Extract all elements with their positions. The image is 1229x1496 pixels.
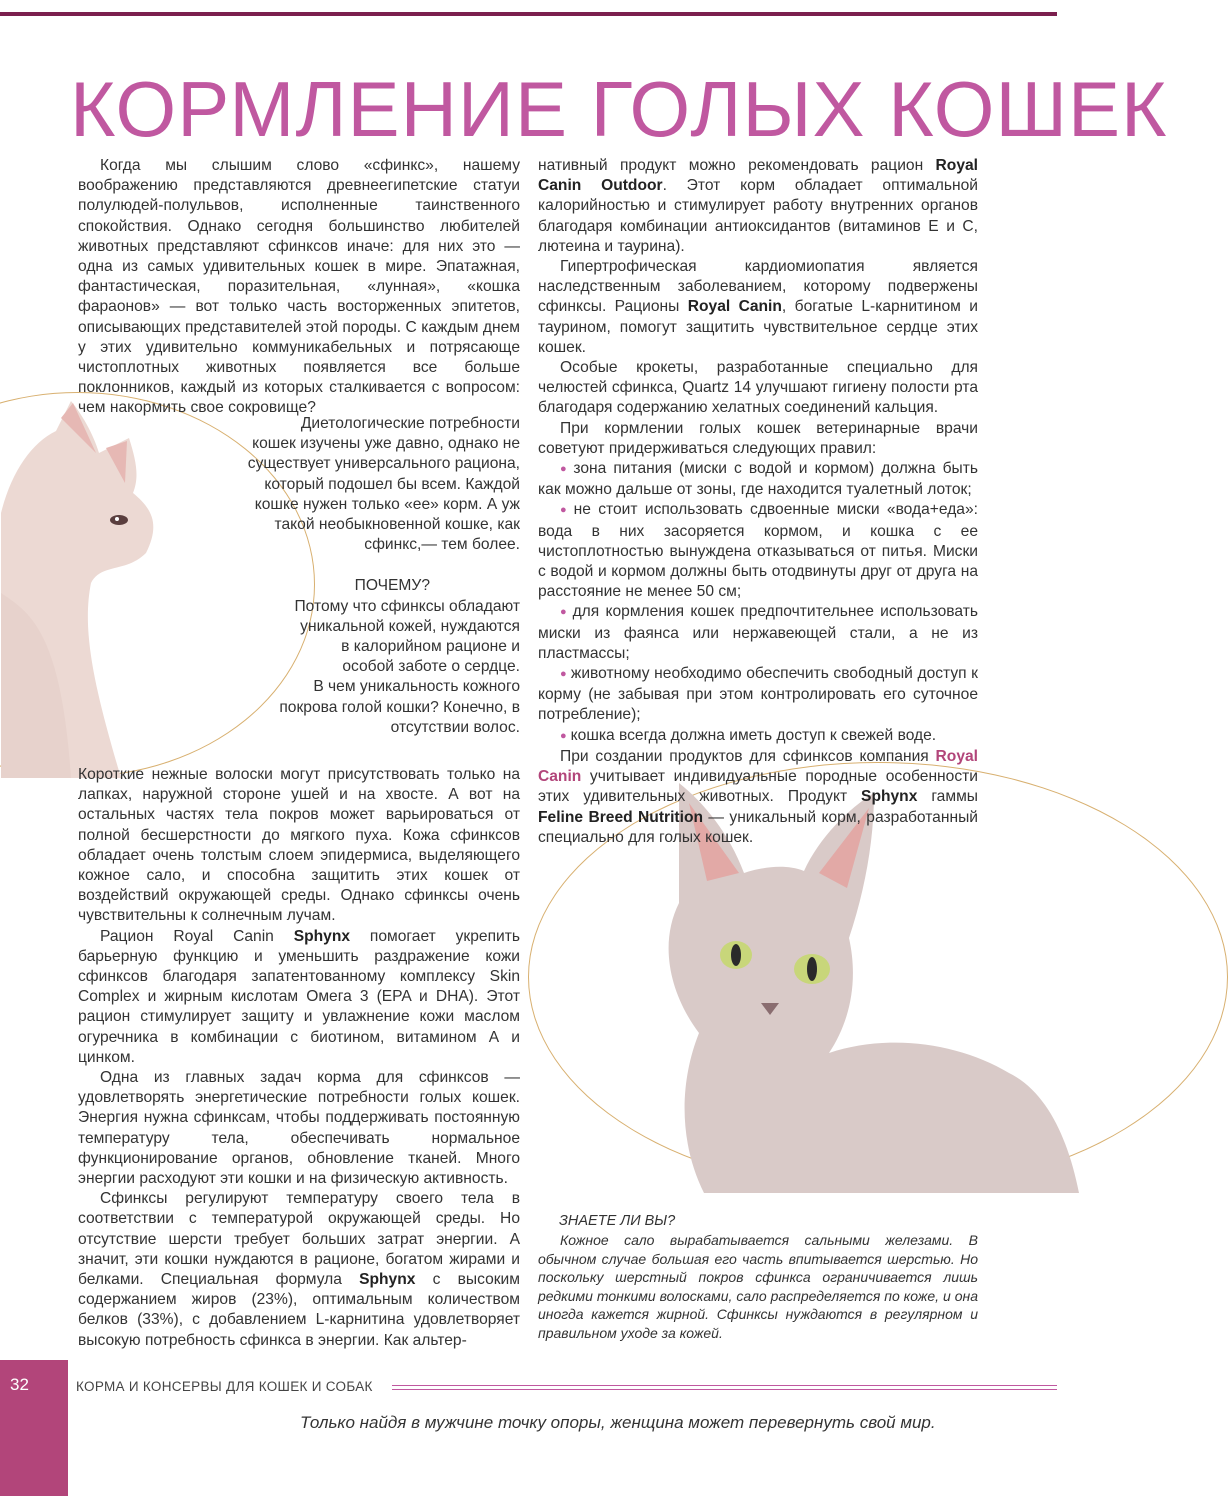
text-fragment: Гипертрофическая кардиомиопатия является наследственным заболеванием, которому подвержены сфинксы. Рационы — [538, 258, 978, 316]
text-fragment: нативный продукт можно рекомендовать рацион — [538, 157, 936, 174]
did-you-know-title: ЗНАЕТЕ ЛИ ВЫ? — [559, 1213, 676, 1229]
page-number: 32 — [10, 1375, 29, 1394]
brand-royal-canin: Royal Canin — [538, 747, 978, 786]
text-fragment: с высоким содержанием жиров (23%), оптимальным количеством белков (33%), с добавлением L-карнитина удовлетворяет высокую потребность сфинкса в энергии. Как альтер- — [78, 1271, 520, 1349]
rule-item: ● кошка всегда должна иметь доступ к свежей воде. — [538, 726, 978, 747]
text-fragment: Сфинксы регулируют температуру своего тела в соответствии с температурой окружающей среды. Но отсутствие шерсти требует больших затрат энергии. А значит, эти кошки нуждаются в рационе, богатом жирами и белками. Специальная формула — [78, 1190, 520, 1289]
text-fragment: Рацион Royal Canin — [100, 927, 294, 945]
left-column-main — [78, 733, 520, 1351]
footer-quote: Только найдя в мужчине точку опоры, женщина может перевернуть свой мир. — [300, 1413, 936, 1432]
brand-royal-canin: Royal Canin — [687, 298, 782, 316]
brand-feline-breed-nutrition: Feline Breed Nutrition — [538, 808, 704, 826]
brand-sphynx: Sphynx — [861, 788, 918, 806]
top-rule — [0, 12, 1057, 16]
text-fragment: При создании продуктов для сфинксов компания — [560, 747, 936, 765]
temperature-paragraph — [78, 1189, 520, 1351]
text-fragment: — уникальный корм, разработанный специально для голых кошек. — [538, 808, 978, 846]
skin-paragraph: Короткие нежные волоски могут присутствовать только на лапках, наружной стороне ушей и на хвосте. А вот на остальных частях тела покров может варьироваться от полной бесшерстности до мягкого пуха. Кожа сфинксов обладает очень толстым слоем эпидермиса, выделяющего кожное сало, и способна защитить этих кошек от воздействий окружающей среды. Однако сфинксы очень чувствительны к солнечным лучам. — [78, 766, 520, 925]
rule-item: ● животному необходимо обеспечить свободный доступ к корму (не забывая при этом контролировать его суточное потребление); — [538, 664, 978, 726]
brand-sphynx: Sphynx — [293, 927, 351, 945]
product-paragraph — [538, 747, 978, 848]
sphynx-diet-paragraph — [78, 927, 520, 1068]
text-fragment: , богатые L-карнитином и таурином, помогут защитить чувствительное сердце этих кошек. — [538, 298, 978, 356]
left-column-wrap — [232, 414, 520, 738]
right-column — [538, 156, 978, 848]
outdoor-paragraph — [538, 156, 978, 257]
rule-item: ● зона питания (миски с водой и кормом) должна быть как можно дальше от зоны, где находится туалетный лоток; — [538, 459, 978, 500]
dietary-paragraph: Диетологические потребности кошек изучены уже давно, однако не существует универсального рациона, который подошел бы всем. Каждой кошке нужен только «ее» корм. А уж такой необыкновенной кошке, как сфинкс,— тем более. — [247, 415, 520, 554]
energy-paragraph: Одна из главных задач корма для сфинксов — удовлетворять энергетические потребности голых кошек. Энергия нужна сфинксам, чтобы поддерживать постоянную температуру тела, обеспечивать нормальное функционирование органов, обновление тканей. Много энергии расходуют эти кошки и на физическую активность. — [78, 1069, 520, 1188]
kibble-paragraph: Особые крокеты, разработанные специально для челюстей сфинкса, Quartz 14 улучшают гигиену полости рта благодаря содержанию хелатных соединений кальция. — [538, 359, 978, 417]
skin-question-paragraph: В чем уникальность кожного покрова голой кошки? Конечно, в отсутствии волос. — [279, 678, 520, 736]
text-fragment: помогает укрепить барьерную функцию и уменьшить раздражение кожи сфинксов благодаря запатентованному комплексу Skin Complex и жирным кислотам Омега 3 (EPA и DHA). Этот рацион стимулирует защиту и увлажнение кожи маслом огуречника в комбинации с биотином, витамином А и цинком. — [78, 927, 521, 1066]
rule-item: ● не стоит использовать сдвоенные миски «вода+еда»: вода в них засоряется кормом, и кошка с ее чистоплотностью вынуждена отказываться от питья. Миски с водой и кормом должны быть отодвинуты друг от друга на расстояние не менее 50 см; — [538, 500, 978, 602]
brand-royal-canin-outdoor: Royal Canin Outdoor — [538, 157, 978, 195]
why-paragraph: Потому что сфинксы обладают уникальной кожей, нуждаются в калорийном рационе и особой заботе о сердце. — [294, 597, 520, 676]
text-fragment: . Этот корм обладает оптимальной калорийностью и стимулирует работу внутренних органов благодаря комбинации антиоксидантов (витаминов Е и С, лютеина и таурина). — [538, 177, 978, 255]
rules-intro-paragraph: При кормлении голых кошек ветеринарные врачи советуют придерживаться следующих правил: — [538, 419, 978, 457]
did-you-know-paragraph: Кожное сало вырабатывается сальными железами. В обычном случае большая его часть впитывается шерстью. Но поскольку шерстный покров сфинкса ограничивается лишь редкими тонкими волосками, сало распределяется по коже, и она иногда кажется жирной. Сфинксы нуждаются в регулярном и правильном уходе за кожей. — [538, 1232, 978, 1341]
cardiomyopathy-paragraph — [538, 257, 978, 358]
footer-double-rule — [392, 1385, 1057, 1390]
why-heading: ПОЧЕМУ? — [354, 577, 430, 595]
text-fragment: учитывает индивидуальные породные особенности этих удивительных животных. Продукт — [538, 768, 978, 806]
page-title: КОРМЛЕНИЕ ГОЛЫХ КОШЕК — [70, 65, 1168, 153]
section-label: КОРМА И КОНСЕРВЫ ДЛЯ КОШЕК И СОБАК — [76, 1379, 373, 1394]
text-fragment: гаммы — [917, 788, 978, 806]
intro-paragraph: Когда мы слышим слово «сфинкс», нашему воображению представляются древнеегипетские статуи полулюдей-полульвов, исполненные таинственного спокойствия. Однако сегодня большинство любителей животных представляют сфинксов иначе: для них это — одна из самых удивительных кошек в мире. Эпатажная, фантастическая, поразительная, «лунная», «кошка фараонов» — вот только часть восторженных эпитетов, описывающих представителей этой породы. С каждым днем у этих удивительно коммуникабельных и потрясающе чистоплотных животных появляется все больше поклонников, каждый из которых сталкивается с вопросом: чем накормить свое сокровище? — [78, 157, 520, 417]
did-you-know-text — [538, 1231, 978, 1342]
left-column-intro — [78, 156, 520, 419]
brand-sphynx: Sphynx — [359, 1271, 416, 1289]
rule-item: ● для кормления кошек предпочтительнее использовать миски из фаянса или нержавеющей стали, а не из пластмассы; — [538, 602, 978, 664]
